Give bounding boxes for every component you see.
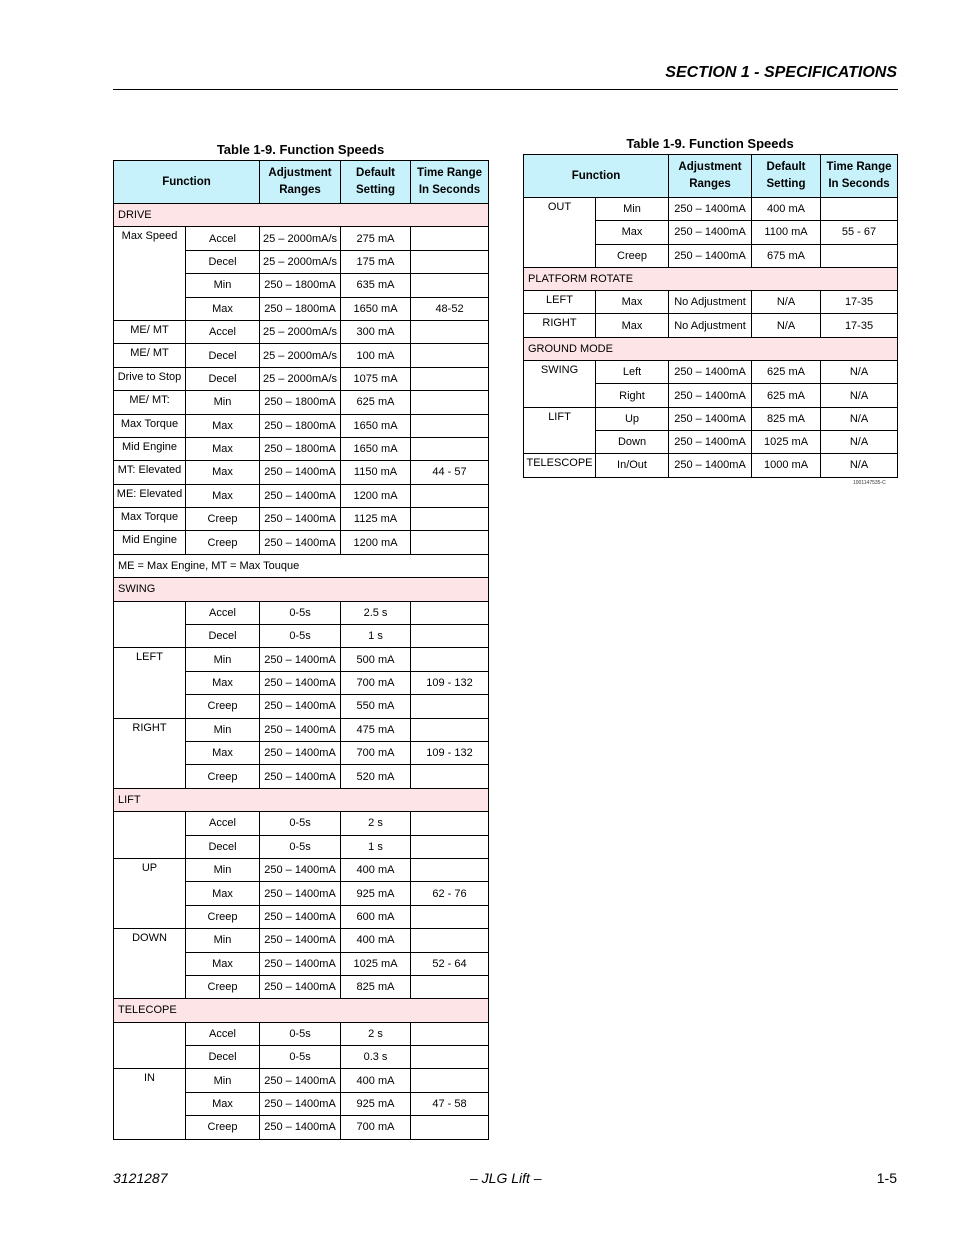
section-row [114,999,489,1022]
table-cell: 250 – 1800mA [260,414,341,437]
section-label: PLATFORM ROTATE [524,267,898,290]
table-cell: Max [596,221,669,244]
function-group: LIFT [524,407,596,454]
table-cell: 700 mA [341,1116,411,1139]
header-cell: Default Setting [341,161,411,204]
function-group: ME: Elevated [114,484,186,507]
table-cell: 600 mA [341,905,411,928]
table-cell: Max [186,1092,260,1115]
table-cell: Creep [186,531,260,554]
table-row [524,454,898,477]
table-cell: 1075 mA [341,367,411,390]
table-cell: 25 – 2000mA/s [260,250,341,273]
table-cell: 44 - 57 [411,461,489,484]
table-cell: 109 - 132 [411,671,489,694]
table-cell: 625 mA [752,361,821,384]
table-row [524,407,898,430]
table-cell: Max [186,484,260,507]
section-title: SECTION 1 - SPECIFICATIONS [665,64,897,81]
table-cell: 925 mA [341,882,411,905]
table-cell: 175 mA [341,250,411,273]
function-group: RIGHT [114,718,186,788]
table-cell: 1025 mA [752,430,821,453]
table-cell: 1200 mA [341,531,411,554]
table-cell [411,1022,489,1045]
table-cell: 2 s [341,1022,411,1045]
function-group: RIGHT [524,314,596,337]
table-cell: 700 mA [341,741,411,764]
table-cell [821,198,898,221]
section-label: LIFT [114,788,489,811]
table-cell: 17-35 [821,314,898,337]
table-cell [411,437,489,460]
function-group: Max Torque [114,414,186,437]
table-cell [821,244,898,267]
table-row [524,291,898,314]
table-cell: Decel [186,835,260,858]
table-cell: Creep [186,975,260,998]
table-cell: No Adjustment [669,314,752,337]
table-cell: 1000 mA [752,454,821,477]
table-cell: 1650 mA [341,437,411,460]
table-cell: 400 mA [341,858,411,881]
table-cell: 250 – 1400mA [260,952,341,975]
table-cell: Max [186,297,260,320]
function-speeds-table-right [523,154,898,478]
table-cell: 250 – 1400mA [669,454,752,477]
function-group: LEFT [524,291,596,314]
table-cell [411,344,489,367]
footer-doc-number: 3121287 [113,1170,168,1186]
table-cell: Creep [186,905,260,928]
table-cell: In/Out [596,454,669,477]
table-cell: 1 s [341,835,411,858]
function-group [114,1022,186,1069]
section-label: TELECOPE [114,999,489,1022]
table-row [114,508,489,531]
table-cell: 250 – 1400mA [260,718,341,741]
table-cell: Accel [186,320,260,343]
table-cell [411,905,489,928]
table-cell: 625 mA [341,391,411,414]
right-table-caption: Table 1-9. Function Speeds [626,136,794,151]
table-cell: Max [186,952,260,975]
table-cell: 250 – 1400mA [260,484,341,507]
table-cell: Max [186,671,260,694]
table-cell: 250 – 1400mA [260,905,341,928]
table-cell: Max [186,437,260,460]
table-cell: 0-5s [260,601,341,624]
table-cell: Right [596,384,669,407]
table-cell: Left [596,361,669,384]
function-group: DOWN [114,929,186,999]
table-cell: Creep [186,765,260,788]
table-cell: Max [186,461,260,484]
table-cell: N/A [752,291,821,314]
table-row [114,812,489,835]
table-cell [411,695,489,718]
section-row [114,788,489,811]
table-cell: 1025 mA [341,952,411,975]
table-cell: Creep [186,508,260,531]
section-row [114,578,489,601]
table-cell: Up [596,407,669,430]
table-cell: 1100 mA [752,221,821,244]
table-cell: Down [596,430,669,453]
table-cell: N/A [821,430,898,453]
table-cell: 675 mA [752,244,821,267]
table-cell: 250 – 1400mA [260,461,341,484]
table-cell: 109 - 132 [411,741,489,764]
footer-center: – JLG Lift – [470,1170,542,1186]
table-row [524,361,898,384]
table-cell: N/A [821,361,898,384]
table-cell: Max [186,882,260,905]
section-row [114,204,489,227]
table-cell: Min [186,274,260,297]
table-cell [411,929,489,952]
table-cell: 250 – 1800mA [260,274,341,297]
table-cell: Min [186,718,260,741]
table-cell [411,391,489,414]
table-cell [411,625,489,648]
table-row [114,601,489,624]
table-cell: Creep [186,695,260,718]
table-row [114,1069,489,1092]
table-cell: 250 – 1400mA [260,648,341,671]
table-row [114,414,489,437]
table-cell: Max [596,291,669,314]
table-cell: Decel [186,344,260,367]
table-cell [411,648,489,671]
table-cell: 520 mA [341,765,411,788]
function-group: OUT [524,198,596,268]
table-cell [411,274,489,297]
table-row [114,461,489,484]
header-cell: Time Range In Seconds [411,161,489,204]
table-cell: 925 mA [341,1092,411,1115]
table-cell: No Adjustment [669,291,752,314]
table-cell [411,812,489,835]
table-cell: N/A [821,384,898,407]
header-cell: Function [524,155,669,198]
table-cell: 475 mA [341,718,411,741]
table-cell: 550 mA [341,695,411,718]
table-cell: Accel [186,812,260,835]
table-cell: 700 mA [341,671,411,694]
function-group [114,812,186,859]
table-cell: 48-52 [411,297,489,320]
header-cell: Adjustment Ranges [669,155,752,198]
table-cell [411,250,489,273]
header-rule [113,89,898,90]
table-cell: Min [186,858,260,881]
table-cell: 1 s [341,625,411,648]
table-cell [411,718,489,741]
table-row [114,437,489,460]
table-cell: 25 – 2000mA/s [260,227,341,250]
function-group: Max Torque [114,508,186,531]
table-row [114,1022,489,1045]
table-cell: 25 – 2000mA/s [260,367,341,390]
table-cell: 275 mA [341,227,411,250]
table-cell: 1650 mA [341,414,411,437]
table-cell: Min [186,391,260,414]
table-cell: 250 – 1400mA [669,407,752,430]
table-cell: Accel [186,227,260,250]
table-cell: Max [186,741,260,764]
table-row [114,391,489,414]
table-cell: 250 – 1400mA [260,858,341,881]
table-cell: 1200 mA [341,484,411,507]
table-cell [411,1069,489,1092]
table-cell: 625 mA [752,384,821,407]
function-speeds-table-left [113,160,489,1140]
table-row [114,227,489,250]
function-group: UP [114,858,186,928]
table-cell: Min [596,198,669,221]
function-group: IN [114,1069,186,1139]
function-group: ME/ MT: [114,391,186,414]
table-cell: N/A [821,454,898,477]
table-row [114,531,489,554]
table-cell: 0-5s [260,1022,341,1045]
section-row [524,267,898,290]
table-row [114,648,489,671]
table-cell: 25 – 2000mA/s [260,344,341,367]
table-cell: 52 - 64 [411,952,489,975]
table-row [114,320,489,343]
table-cell: 0.3 s [341,1046,411,1069]
table-cell: 17-35 [821,291,898,314]
header-cell: Function [114,161,260,204]
table-cell: 250 – 1400mA [669,361,752,384]
table-cell: 0-5s [260,1046,341,1069]
table-cell [411,858,489,881]
table-cell [411,975,489,998]
function-group: ME/ MT [114,320,186,343]
table-cell: 250 – 1400mA [260,765,341,788]
table-cell: 250 – 1400mA [260,695,341,718]
table-cell: Decel [186,625,260,648]
section-label: DRIVE [114,204,489,227]
table-cell: 250 – 1800mA [260,297,341,320]
table-cell: Max [596,314,669,337]
function-group: TELESCOPE [524,454,596,477]
function-group: Mid Engine [114,437,186,460]
note-text: ME = Max Engine, MT = Max Touque [114,554,489,577]
table-cell: 500 mA [341,648,411,671]
table-cell: Decel [186,250,260,273]
table-cell: 250 – 1800mA [260,391,341,414]
table-cell: 250 – 1400mA [669,198,752,221]
table-cell: 250 – 1400mA [260,1092,341,1115]
table-cell: 0-5s [260,812,341,835]
table-cell: 2.5 s [341,601,411,624]
table-cell: 250 – 1400mA [260,882,341,905]
table-cell: N/A [821,407,898,430]
function-group: Drive to Stop [114,367,186,390]
table-cell: 250 – 1400mA [669,221,752,244]
table-cell: 250 – 1400mA [260,929,341,952]
table-cell: Min [186,1069,260,1092]
table-cell: 250 – 1400mA [260,975,341,998]
table-cell: Accel [186,1022,260,1045]
table-cell [411,367,489,390]
table-row [114,718,489,741]
header-cell: Adjustment Ranges [260,161,341,204]
table-cell: 250 – 1400mA [260,508,341,531]
table-cell: 250 – 1400mA [260,671,341,694]
table-cell: 250 – 1400mA [260,741,341,764]
note-row [114,554,489,577]
table-cell: 250 – 1400mA [669,430,752,453]
table-cell: 1150 mA [341,461,411,484]
table-cell: 250 – 1400mA [260,1116,341,1139]
table-cell [411,1046,489,1069]
table-cell: 400 mA [341,929,411,952]
table-cell: Decel [186,1046,260,1069]
function-group [114,601,186,648]
figure-id: 1001147535-C [853,480,886,486]
table-cell: Accel [186,601,260,624]
table-cell: 1650 mA [341,297,411,320]
function-group: ME/ MT [114,344,186,367]
table-cell: 635 mA [341,274,411,297]
footer-page-number: 1-5 [876,1170,897,1186]
table-row [114,929,489,952]
section-row [524,337,898,360]
table-cell: 55 - 67 [821,221,898,244]
table-cell: 250 – 1400mA [260,531,341,554]
left-table-caption: Table 1-9. Function Speeds [216,142,385,157]
function-group: Mid Engine [114,531,186,554]
table-cell [411,601,489,624]
table-row [524,198,898,221]
table-row [114,344,489,367]
table-cell: Min [186,648,260,671]
table-cell [411,320,489,343]
table-cell [411,1116,489,1139]
table-cell: N/A [752,314,821,337]
table-cell: Decel [186,367,260,390]
section-label: GROUND MODE [524,337,898,360]
table-cell: 250 – 1400mA [260,1069,341,1092]
table-row [114,858,489,881]
table-cell: 62 - 76 [411,882,489,905]
table-cell: 300 mA [341,320,411,343]
table-cell: 250 – 1400mA [669,244,752,267]
table-cell: Creep [186,1116,260,1139]
table-cell: 1125 mA [341,508,411,531]
section-label: SWING [114,578,489,601]
header-cell: Default Setting [752,155,821,198]
table-cell [411,414,489,437]
table-cell: 825 mA [341,975,411,998]
header-cell: Time Range In Seconds [821,155,898,198]
function-group: MT: Elevated [114,461,186,484]
function-group: LEFT [114,648,186,718]
table-cell: 400 mA [341,1069,411,1092]
table-cell: 825 mA [752,407,821,430]
table-cell: Max [186,414,260,437]
table-cell [411,484,489,507]
table-cell: Creep [596,244,669,267]
table-cell [411,227,489,250]
table-cell: 100 mA [341,344,411,367]
table-cell: 250 – 1400mA [669,384,752,407]
table-cell: 47 - 58 [411,1092,489,1115]
table-cell: Min [186,929,260,952]
table-row [114,367,489,390]
table-cell: 25 – 2000mA/s [260,320,341,343]
table-cell [411,508,489,531]
table-row [114,484,489,507]
table-row [524,314,898,337]
function-group: Max Speed [114,227,186,321]
table-cell: 0-5s [260,835,341,858]
table-cell [411,531,489,554]
table-cell [411,835,489,858]
table-cell: 0-5s [260,625,341,648]
table-cell: 250 – 1800mA [260,437,341,460]
table-cell: 400 mA [752,198,821,221]
table-cell [411,765,489,788]
table-cell: 2 s [341,812,411,835]
function-group: SWING [524,361,596,408]
